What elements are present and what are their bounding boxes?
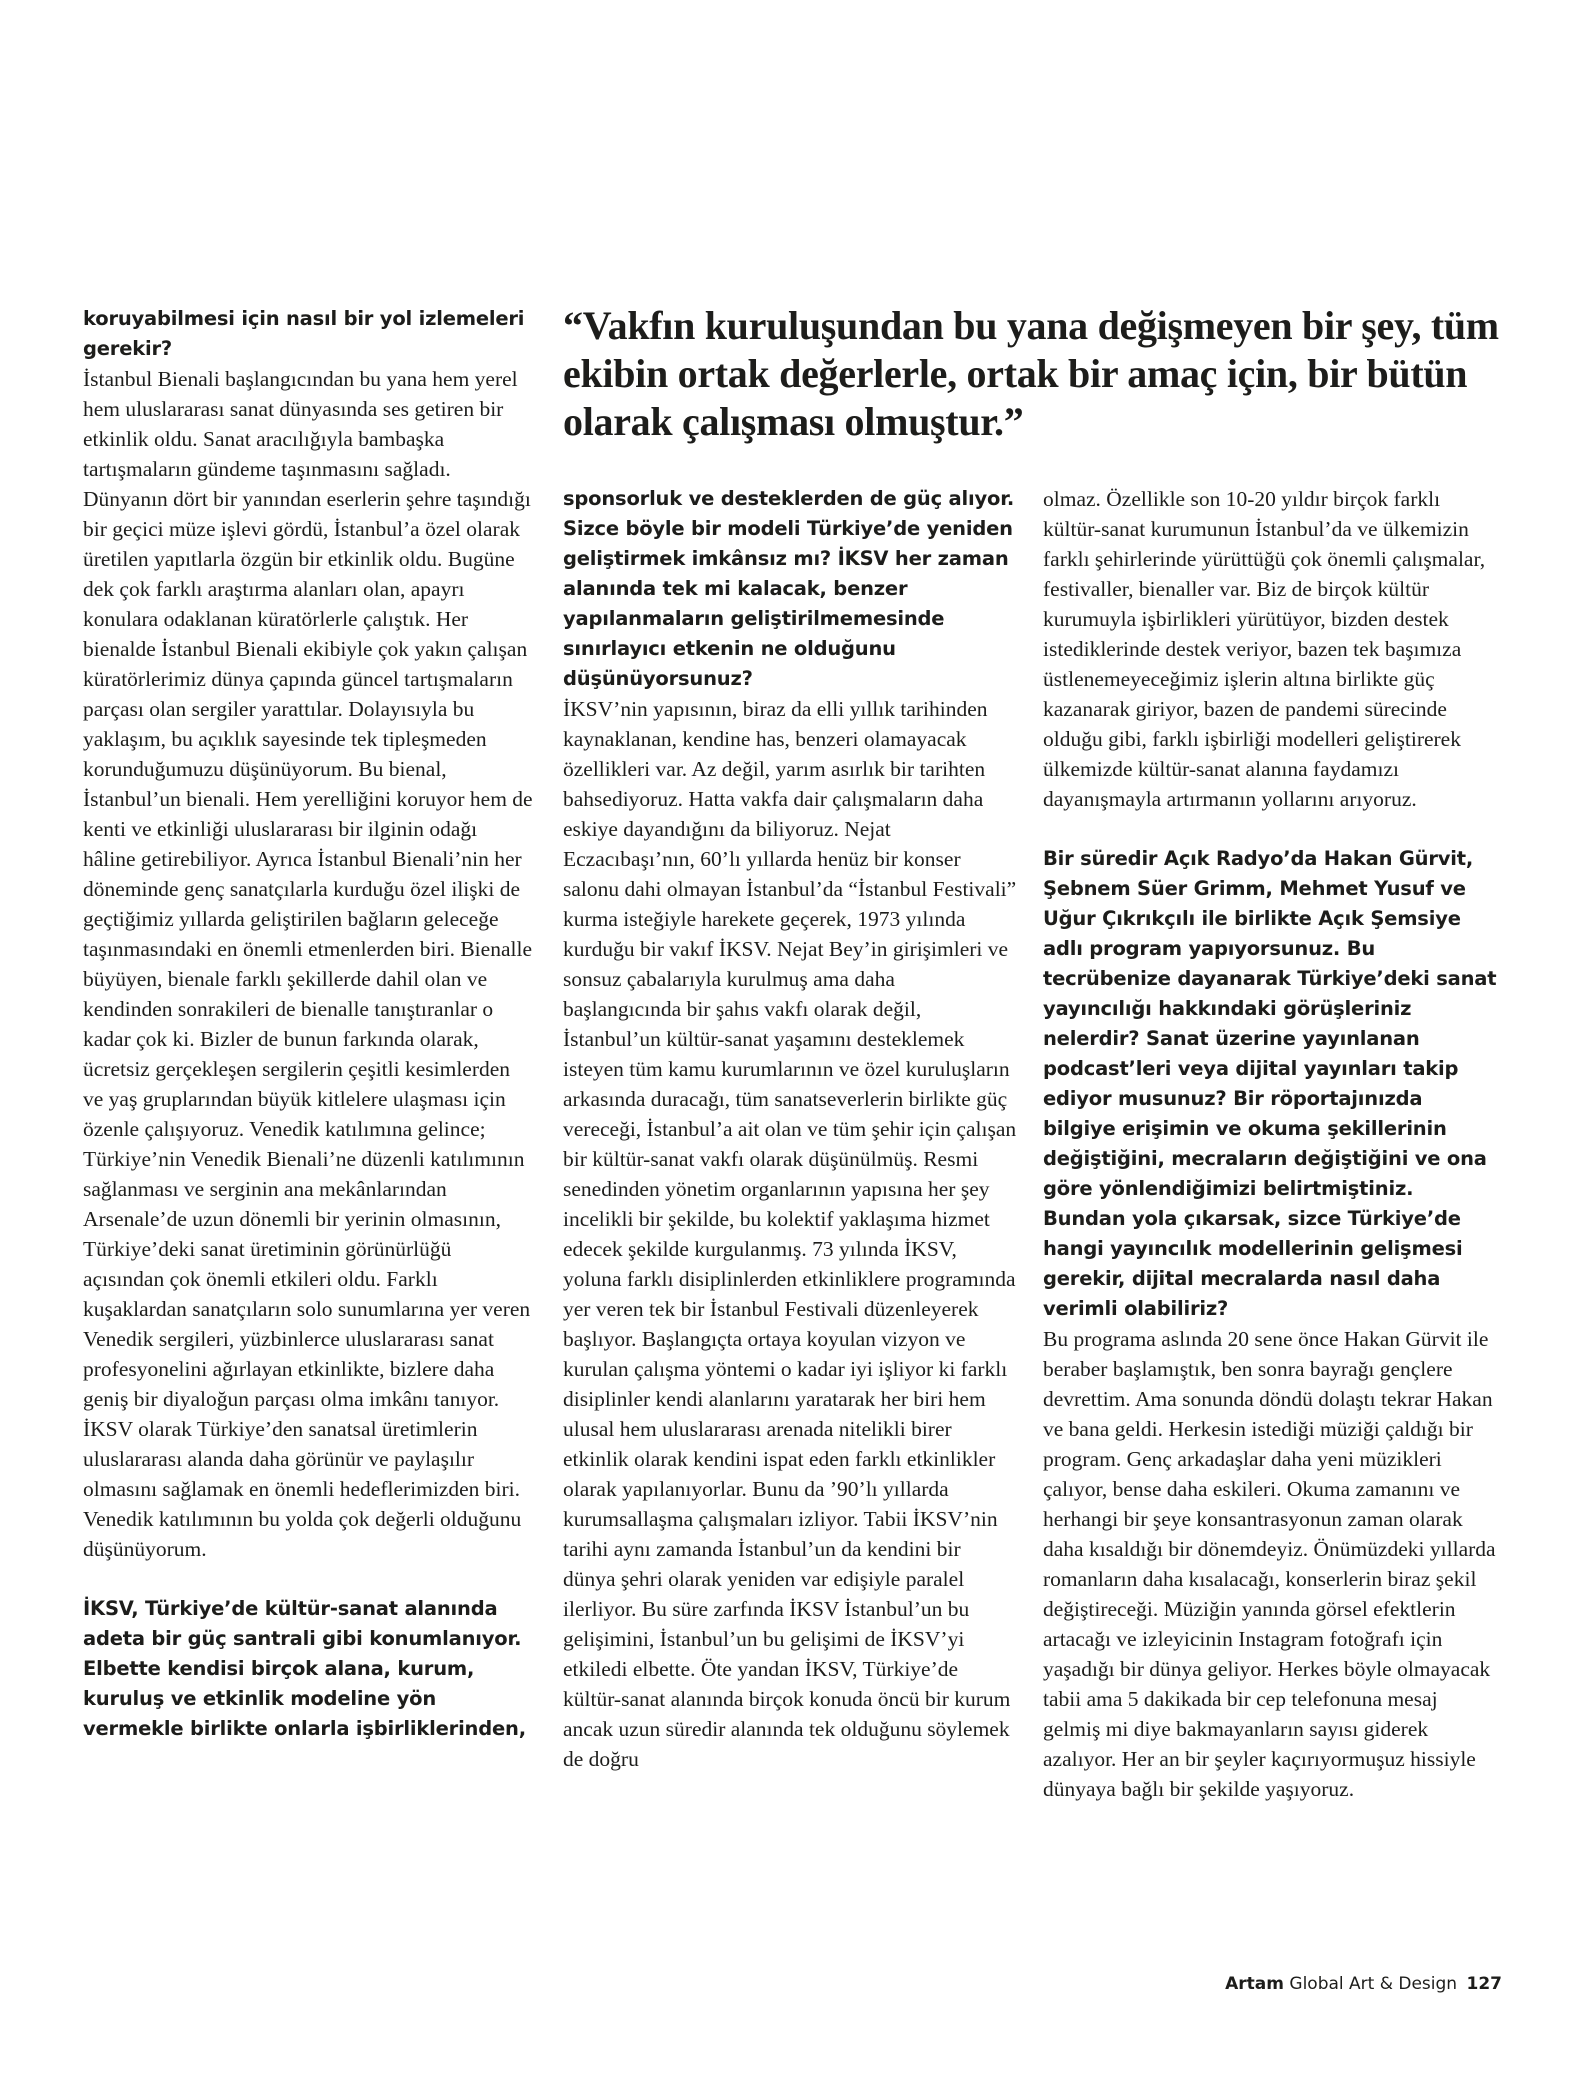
text-column-3 <box>1043 484 1498 1804</box>
page-number: 127 <box>1466 1974 1502 1994</box>
question-2-end: sponsorluk ve desteklerden de güç alıyor. Sizce böyle bir modeli Türkiye’de yeniden geliştirmek imkânsız mı? İKSV her zaman alanında tek mi kalacak, benzer yapılanmaların geliştirilmemesinde sınırlayıcı etkenin ne olduğunu düşünüyorsunuz? <box>563 487 1015 690</box>
answer-3: Bu programa aslında 20 sene önce Hakan Gürvit ile beraber başlamıştık, ben sonra bayrağı gençlere devrettim. Ama sonunda döndü dolaştı tekrar Hakan ve bana geldi. Herkesin istediği müziği çaldığı bir program. Genç arkadaşlar daha yeni müzikleri çalıyor, bense daha eskileri. Okuma zamanını ve herhangi bir şeye konsantrasyonun zaman olarak daha kısaldığı bir dönemdeyiz. Önümüzdeki yıllarda romanların daha kısalacağı, konserlerin biraz şekil değiştireceği. Müziğin yanında görsel efektlerin artacağı ve izleyicinin Instagram fotoğrafı için yaşadığı bir dünya geliyor. Herkes böyle olmayacak tabii ama 5 dakikada bir cep telefonuna mesaj gelmiş mi diye bakmayanların sayısı giderek azalıyor. Her an bir şeyler kaçırıyormuşuz hissiyle dünyaya bağlı bir şekilde yaşıyoruz. <box>1043 1327 1496 1801</box>
answer-2-end: olmaz. Özellikle son 10-20 yıldır birçok farklı kültür-sanat kurumunun İstanbul’da ve ülkemizin farklı şehirlerinde yürüttüğü çok önemli çalışmalar, festivaller, bienaller var. Biz de birçok kültür kurumuyla işbirlikleri yürütüyor, bizden destek istediklerinde destek veriyor, bazen tek başımıza üstlenemeyeceğimiz işlerin altına birlikte güç kazanarak giriyor, bazen de pandemi sürecinde olduğu gibi, farklı işbirliği modelleri geliştirerek ülkemizde kültür-sanat alanına faydamızı dayanışmayla artırmanın yollarını arıyoruz. <box>1043 487 1486 811</box>
question-3: Bir süredir Açık Radyo’da Hakan Gürvit, Şebnem Süer Grimm, Mehmet Yusuf ve Uğur Çıkrıkçılı ile birlikte Açık Şemsiye adlı program yapıyorsunuz. Bu tecrübenize dayanarak Türkiye’deki sanat yayıncılığı hakkındaki görüşleriniz nelerdir? Sanat üzerine yayınlanan podcast’leri veya dijital yayınları takip ediyor musunuz? Bir röportajınızda bilgiye erişimin ve okuma şekillerinin değiştiğini, mecraların değiştiğini ve ona göre yönlendiğimizi belirtmiştiniz. Bundan yola çıkarsak, sizce Türkiye’de hangi yayıncılık modellerinin gelişmesi gerekir, dijital mecralarda nasıl daha verimli olabiliriz? <box>1043 847 1497 1320</box>
question-2-start: İKSV, Türkiye’de kültür-sanat alanında adeta bir güç santrali gibi konumlanıyor. Elbette kendisi birçok alana, kurum, kuruluş ve etkinlik modeline yön vermekle birlikte onlarla işbirliklerinden, <box>83 1597 526 1740</box>
pull-quote: “Vakfın kuruluşundan bu yana değişmeyen bir şey, tüm ekibin ortak değerlerle, ortak bir amaç için, bir bütün olarak çalışması olmuştur.” <box>563 303 1499 444</box>
answer-2: İKSV’nin yapısının, biraz da elli yıllık tarihinden kaynaklanan, kendine has, benzeri olamayacak özellikleri var. Az değil, yarım asırlık bir tarihten bahsediyoruz. Hatta vakfa dair çalışmaların daha eskiye dayandığını da biliyoruz. Nejat Eczacıbaşı’nın, 60’lı yıllarda henüz bir konser salonu dahi olmayan İstanbul’da “İstanbul Festivali” kurma isteğiyle harekete geçerek, 1973 yılında kurduğu bir vakıf İKSV. Nejat Bey’in girişimleri ve sonsuz çabalarıyla kurulmuş ama daha başlangıcında bir şahıs vakfı olarak değil, İstanbul’un kültür-sanat yaşamını desteklemek isteyen tüm kamu kurumlarının ve özel kuruluşların arkasında duracağı, tüm sanatseverlerin birlikte güç vereceği, İstanbul’a ait olan ve tüm şehir için çalışan bir kültür-sanat vakfı olarak düşünülmüş. Resmi senedinden yönetim organlarının yapısına her şey incelikli bir şekilde, bu kolektif yaklaşıma hizmet edecek şekilde kurgulanmış. 73 yılında İKSV, yoluna farklı disiplinlerden etkinliklere programında yer veren tek bir İstanbul Festivali düzenleyerek başlıyor. Başlangıçta ortaya koyulan vizyon ve kurulan çalışma yöntemi o kadar iyi işliyor ki farklı disiplinler kendi alanlarını yaratarak her biri hem ulusal hem uluslararası arenada nitelikli birer etkinlik olarak kendini ispat eden farklı etkinlikler olarak yapılanıyorlar. Bunu da ’90’lı yıllarda kurumsallaşma çalışmaları izliyor. Tabii İKSV’nin tarihi aynı zamanda İstanbul’un da kendini bir dünya şehri olarak yeniden var edişiyle paralel ilerliyor. Bu süre zarfında İKSV İstanbul’un bu gelişimini, İstanbul’un bu gelişimi de İKSV’yi etkiledi elbette. Öte yandan İKSV, Türkiye’de kültür-sanat alanında birçok konuda öncü bir kurum ancak uzun süredir alanında tek olduğunu söylemek de doğru <box>563 697 1017 1771</box>
text-column-1 <box>83 304 533 1744</box>
magazine-subtitle: Global Art & Design <box>1289 1974 1458 1994</box>
question-1-end: koruyabilmesi için nasıl bir yol izlemeleri gerekir? <box>83 307 525 360</box>
magazine-brand: Artam <box>1225 1974 1284 1994</box>
text-column-2 <box>563 484 1018 1774</box>
page-footer <box>1225 1972 1502 1996</box>
answer-1: İstanbul Bienali başlangıcından bu yana hem yerel hem uluslararası sanat dünyasında ses getiren bir etkinlik oldu. Sanat aracılığıyla bambaşka tartışmaların gündeme taşınmasını sağladı. Dünyanın dört bir yanından eserlerin şehre taşındığı bir geçici müze işlevi gördü, İstanbul’a özel olarak üretilen yapıtlarla özgün bir etkinlik oldu. Bugüne dek çok farklı araştırma alanları olan, apayrı konulara odaklanan küratörlerle çalıştık. Her bienalde İstanbul Bienali ekibiyle çok yakın çalışan küratörlerimiz dünya çapında güncel tartışmaların parçası olan sergiler yarattılar. Dolayısıyla bu yaklaşım, bu açıklık sayesinde tek tipleşmeden korunduğumuzu düşünüyorum. Bu bienal, İstanbul’un bienali. Hem yerelliğini koruyor hem de kenti ve etkinliği uluslararası bir ilginin odağı hâline getirebiliyor. Ayrıca İstanbul Bienali’nin her döneminde genç sanatçılarla kurduğu özel ilişki de geçtiğimiz yıllarda geliştirilen bağların geleceğe taşınmasındaki en önemli etmenlerden biri. Bienalle büyüyen, bienale farklı şekillerde dahil olan ve kendinden sonrakileri de bienalle tanıştıranlar o kadar çok ki. Bizler de bunun farkında olarak, ücretsiz gerçekleşen sergilerin çeşitli kesimlerden ve yaş gruplarından büyük kitlelere ulaşması için özenle çalışıyoruz. Venedik katılımına gelince; Türkiye’nin Venedik Bienali’ne düzenli katılımının sağlanması ve serginin ana mekânlarından Arsenale’de uzun dönemli bir yerinin olmasının, Türkiye’deki sanat üretiminin görünürlüğü açısından çok önemli etkileri oldu. Farklı kuşaklardan sanatçıların solo sunumlarına yer veren Venedik sergileri, yüzbinlerce uluslararası sanat profesyonelini ağırlayan etkinlikte, bizlere daha geniş bir diyaloğun parçası olma imkânı tanıyor. İKSV olarak Türkiye’den sanatsal üretimlerin uluslararası alanda daha görünür ve paylaşılır olmasını sağlamak en önemli hedeflerimizden biri. Venedik katılımının bu yolda çok değerli olduğunu düşünüyorum. <box>83 367 533 1561</box>
